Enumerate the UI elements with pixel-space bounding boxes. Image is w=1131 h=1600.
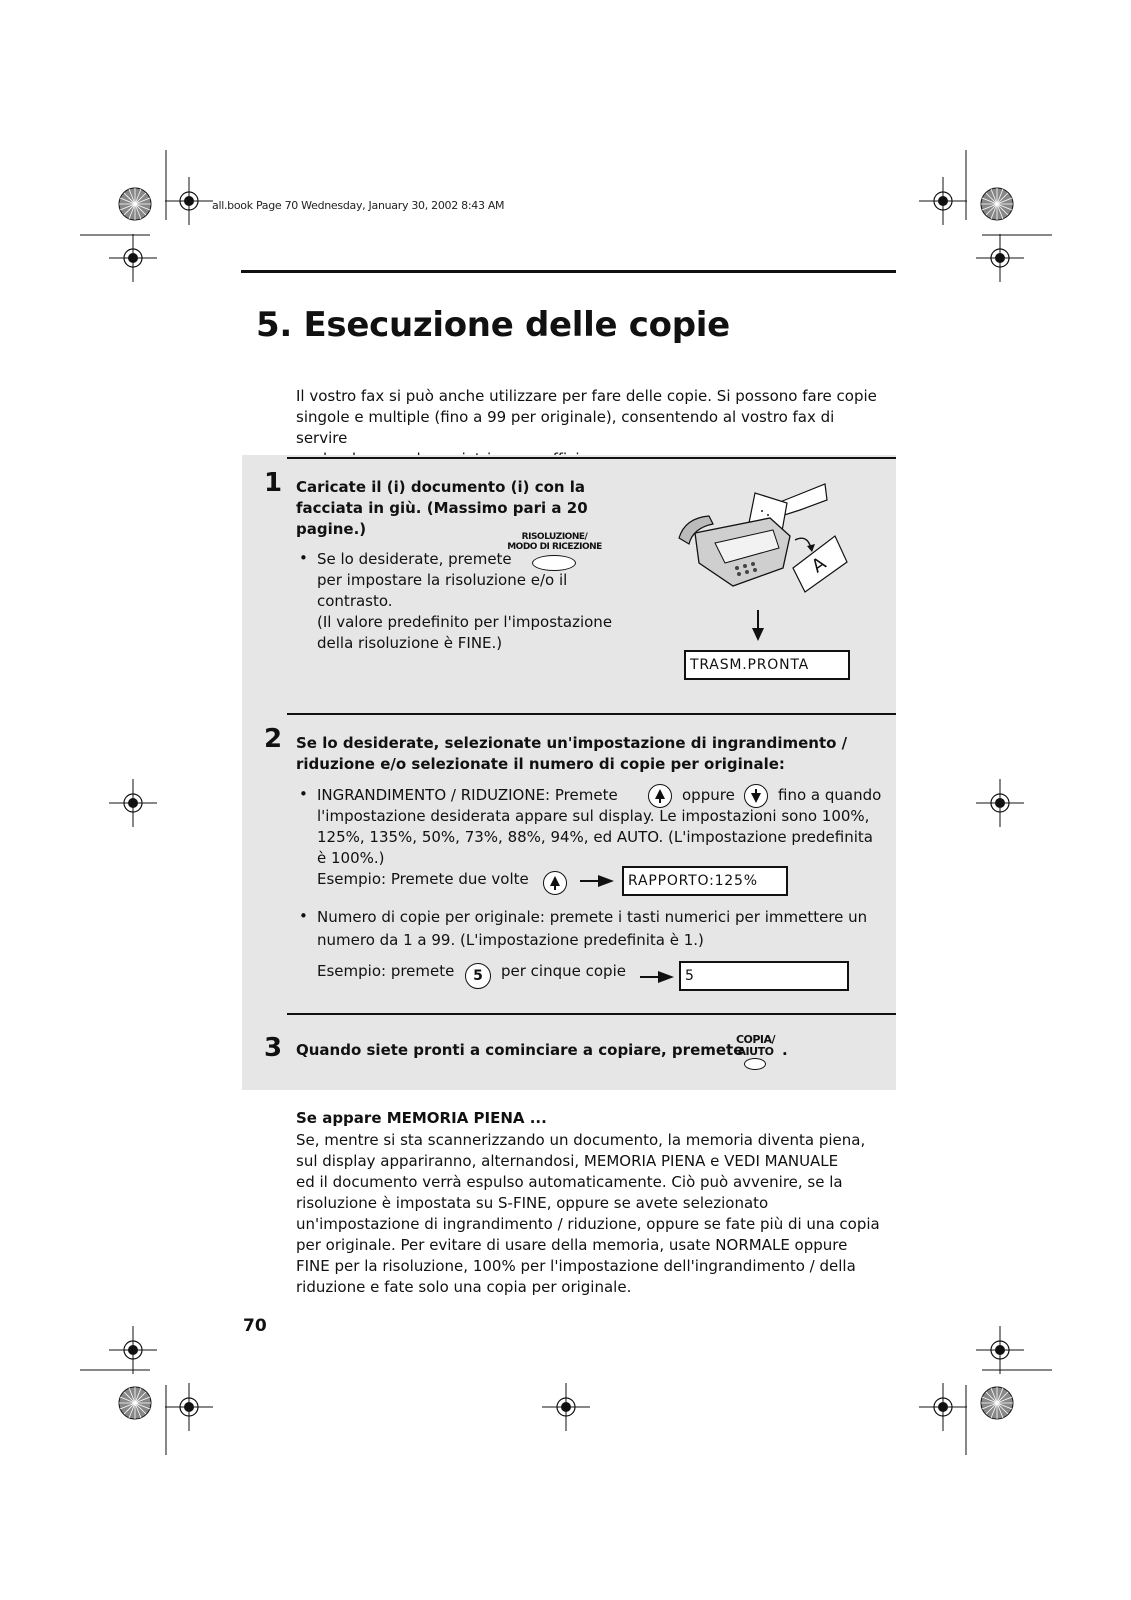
copy-key-label-line: COPIA/	[735, 1033, 776, 1046]
step2-number: 2	[264, 724, 283, 754]
step1-bullet-line: per impostare la risoluzione e/o il	[317, 571, 568, 589]
resolution-key-label-line: RISOLUZIONE/	[521, 532, 588, 542]
step1-heading-line: Caricate il (i) documento (i) con la	[296, 478, 586, 496]
step2-bullet2-line: numero da 1 a 99. (L'impostazione predefinita è 1.)	[317, 931, 704, 949]
document-letter: A	[807, 553, 831, 578]
display-copies: 5	[679, 961, 849, 991]
number-5-key-icon	[465, 963, 491, 989]
step2-bullet1-line: 125%, 135%, 50%, 73%, 88%, 94%, ed AUTO. (L'impostazione predefinita	[317, 828, 873, 846]
step2-heading-line: Se lo desiderate, selezionate un'impostazione di ingrandimento /	[296, 734, 848, 752]
intro-line: Il vostro fax si può anche utilizzare per fare delle copie. Si possono fare copie	[296, 387, 877, 405]
intro-line: singole e multiple (fino a 99 per originale), consentendo al vostro fax di servire	[296, 408, 835, 447]
copy-key-label-line: AIUTO	[737, 1045, 774, 1058]
step2-rule	[287, 713, 896, 715]
step2-heading-line: riduzione e/o selezionate il numero di copie per originale:	[296, 755, 785, 773]
page-number: 70	[243, 1316, 267, 1336]
step2-bullet1-rest	[317, 806, 887, 869]
step2-heading	[296, 733, 886, 775]
down-arrow-icon	[750, 610, 766, 642]
step1-heading	[296, 477, 626, 540]
memory-line: un'impostazione di ingrandimento / riduzione, oppure se fate più di una copia	[296, 1215, 880, 1233]
step2-example1: Esempio: Premete due volte	[317, 870, 529, 888]
number-5-key-label: 5	[473, 968, 483, 984]
memory-full-paragraph	[296, 1130, 896, 1298]
down-arrow-key-icon	[744, 784, 768, 808]
step3-text: Quando siete pronti a cominciare a copiare, premete	[296, 1041, 744, 1059]
step3-number: 3	[264, 1033, 283, 1063]
top-rule	[241, 270, 896, 273]
step2-example2: Esempio: premete	[317, 962, 455, 980]
step1-number: 1	[264, 468, 283, 498]
memory-line: sul display appariranno, alternandosi, MEMORIA PIENA e VEDI MANUALE	[296, 1152, 839, 1170]
resolution-key-label-line: MODO DI RICEZIONE	[507, 542, 602, 552]
page-title: 5. Esecuzione delle copie	[256, 305, 730, 345]
display-rapporto: RAPPORTO:125%	[622, 866, 788, 896]
bullet-dot: •	[299, 785, 308, 803]
copy-key-label	[728, 1034, 783, 1058]
step2-bullet1-oppure: oppure	[682, 786, 735, 804]
memory-line: Se, mentre si sta scannerizzando un documento, la memoria diventa piena,	[296, 1131, 866, 1149]
step1-bullet	[317, 549, 617, 654]
step1-bullet-line: della risoluzione è FINE.)	[317, 634, 503, 652]
step2-bullet2	[317, 907, 887, 951]
bullet-dot: •	[299, 549, 308, 567]
display-trasm-pronta: TRASM.PRONTA	[684, 650, 850, 680]
right-arrow-icon	[640, 971, 674, 983]
step2-bullet1-suffix: fino a quando	[778, 786, 882, 804]
step1-rule	[287, 457, 896, 459]
step2-bullet2-line: Numero di copie per originale: premete i tasti numerici per immettere un	[317, 908, 868, 926]
step1-heading-line: pagine.)	[296, 520, 367, 538]
right-arrow-icon	[580, 875, 614, 887]
memory-line: FINE per la risoluzione, 100% per l'impostazione dell'ingrandimento / della	[296, 1257, 856, 1275]
print-header-meta: all.book Page 70 Wednesday, January 30, 2002 8:43 AM	[212, 199, 505, 212]
step2-example2-after: per cinque copie	[501, 962, 626, 980]
bullet-dot: •	[299, 907, 308, 925]
fax-machine-illustration	[675, 478, 850, 608]
up-arrow-key-icon	[648, 784, 672, 808]
step1-bullet-line: contrasto.	[317, 592, 393, 610]
step1-bullet-line: Se lo desiderate, premete	[317, 550, 512, 568]
memory-line: per originale. Per evitare di usare della memoria, usate NORMALE oppure	[296, 1236, 848, 1254]
step2-bullet1-line: è 100%.)	[317, 849, 385, 867]
step2-bullet1-prefix: INGRANDIMENTO / RIDUZIONE: Premete	[317, 786, 618, 804]
memory-line: risoluzione è impostata su S-FINE, oppure se avete selezionato	[296, 1194, 769, 1212]
up-arrow-key-icon	[543, 871, 567, 895]
memory-line: ed il documento verrà espulso automaticamente. Ciò può avvenire, se la	[296, 1173, 843, 1191]
memory-line: riduzione e fate solo una copia per originale.	[296, 1278, 632, 1296]
memory-full-title: Se appare MEMORIA PIENA ...	[296, 1109, 547, 1127]
step1-heading-line: facciata in giù. (Massimo pari a 20	[296, 499, 588, 517]
step2-bullet1-line: l'impostazione desiderata appare sul display. Le impostazioni sono 100%,	[317, 807, 870, 825]
step3-rule	[287, 1013, 896, 1015]
step1-bullet-line: (Il valore predefinito per l'impostazione	[317, 613, 613, 631]
copy-key-icon	[744, 1058, 766, 1070]
step3-period: .	[782, 1041, 788, 1059]
